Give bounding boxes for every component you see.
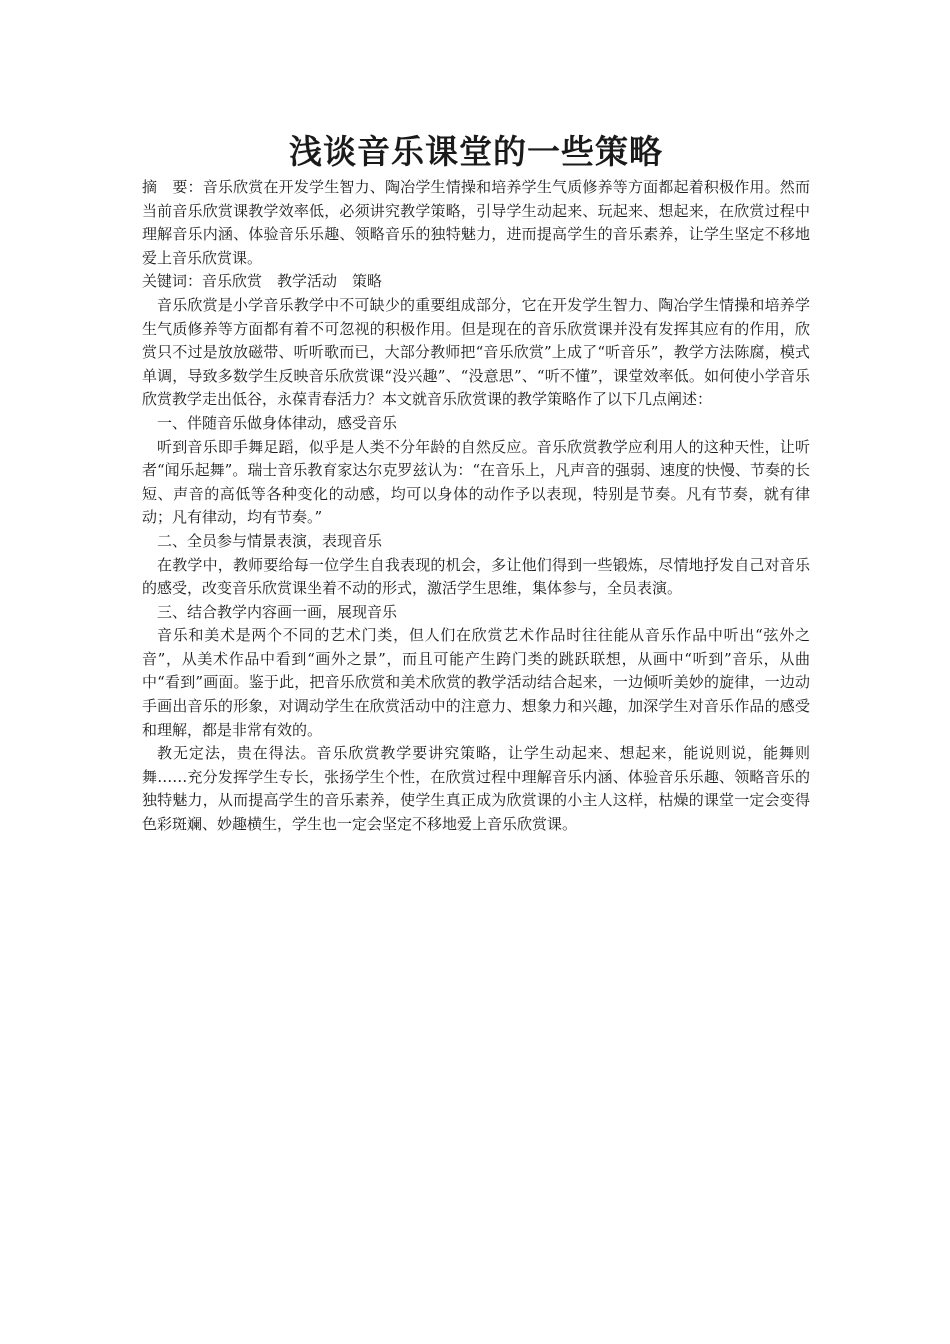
keywords-line: 关键词：音乐欣赏 教学活动 策略 xyxy=(142,272,383,291)
section-1-paragraph: 听到音乐即手舞足蹈，似乎是人类不分年龄的自然反应。音乐欣赏教学应利用人的这种天性，让听者“闻乐起舞”。瑞士音乐教育家达尔克罗兹认为：“在音乐上，凡声音的强弱、速度的快慢、节奏的长短、声音的高低等各种变化的动感，均可以身体的动作予以表现，特别是节奏。凡有节奏，就有律动；凡有律动，均有节奏。” xyxy=(142,437,811,527)
section-3-heading: 三、结合教学内容画一画，展现音乐 xyxy=(157,602,398,621)
conclusion-paragraph: 教无定法，贵在得法。音乐欣赏教学要讲究策略，让学生动起来、想起来，能说则说，能舞则舞……充分发挥学生专长，张扬学生个性，在欣赏过程中理解音乐内涵、体验音乐乐趣、领略音乐的独特魅力，从而提高学生的音乐素养，使学生真正成为欣赏课的小主人这样，枯燥的课堂一定会变得色彩斑斓、妙趣横生，学生也一定会坚定不移地爱上音乐欣赏课。 xyxy=(142,744,810,834)
document-title: 浅谈音乐课堂的一些策略 xyxy=(289,132,663,171)
section-2-heading: 二、全员参与情景表演，表现音乐 xyxy=(157,531,383,550)
abstract-paragraph: 摘 要：音乐欣赏在开发学生智力、陶冶学生情操和培养学生气质修养等方面都起着积极作用。然而当前音乐欣赏课教学效率低，必须讲究教学策略，引导学生动起来、玩起来、想起来，在欣赏过程中理解音乐内涵、体验音乐乐趣、领略音乐的独特魅力，进而提高学生的音乐素养，让学生坚定不移地爱上音乐欣赏课。 xyxy=(142,178,810,267)
section-3-paragraph: 音乐和美术是两个不同的艺术门类，但人们在欣赏艺术作品时往往能从音乐作品中听出“弦外之音”，从美术作品中看到“画外之景”，而且可能产生跨门类的跳跃联想，从画中“听到”音乐，从曲中“看到”画面。鉴于此，把音乐欣赏和美术欣赏的教学活动结合起来，一边倾听美妙的旋律，一边动手画出音乐的形象，对调动学生在欣赏活动中的注意力、想象力和兴趣，加深学生对音乐作品的感受和理解，都是非常有效的。 xyxy=(142,626,810,739)
section-2-paragraph: 在教学中，教师要给每一位学生自我表现的机会，多让他们得到一些锻炼，尽情地抒发自己对音乐的感受，改变音乐欣赏课坐着不动的形式，激活学生思维，集体参与，全员表演。 xyxy=(142,555,810,598)
intro-paragraph: 音乐欣赏是小学音乐教学中不可缺少的重要组成部分，它在开发学生智力、陶冶学生情操和培养学生气质修养等方面都有着不可忽视的积极作用。但是现在的音乐欣赏课并没有发挥其应有的作用，欣赏只不过是放放磁带、听听歌而已，大部分教师把“音乐欣赏”上成了“听音乐”，教学方法陈腐，模式单调，导致多数学生反映音乐欣赏课“没兴趣”、“没意思”、“听不懂”，课堂效率低。如何使小学音乐欣赏教学走出低谷，永葆青春活力？本文就音乐欣赏课的教学策略作了以下几点阐述： xyxy=(142,295,810,409)
section-1-heading: 一、伴随音乐做身体律动，感受音乐 xyxy=(157,413,398,432)
document-page xyxy=(142,128,810,837)
